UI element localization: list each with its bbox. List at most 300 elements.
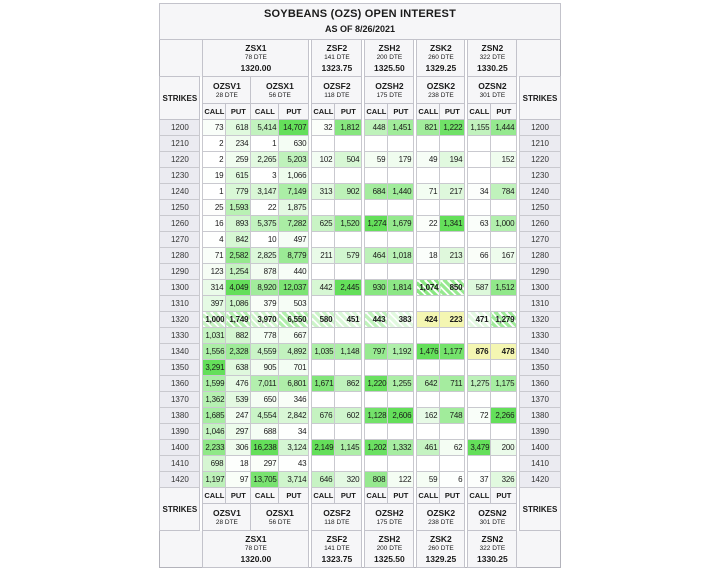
strike-cell: 1390	[520, 424, 560, 440]
strike-cell: 1350	[520, 360, 560, 376]
oi-cell	[335, 168, 362, 184]
oi-cell: 779	[226, 184, 251, 200]
strike-cell: 1370	[520, 392, 560, 408]
call-header: CALL	[312, 488, 335, 504]
oi-cell	[312, 296, 335, 312]
oi-row	[160, 392, 560, 408]
strike-cell: 1410	[160, 456, 200, 472]
strike-cell: 1240	[520, 184, 560, 200]
oi-cell	[365, 136, 388, 152]
oi-cell	[417, 424, 440, 440]
option-box-ozsk2-footer: OZSK2 238 DTE	[417, 504, 465, 531]
oi-cell: 1,202	[365, 440, 388, 456]
strike-cell: 1340	[520, 344, 560, 360]
oi-cell: 1,476	[417, 344, 440, 360]
oi-cell: 850	[440, 280, 465, 296]
oi-cell: 1,074	[417, 280, 440, 296]
option-box-ozsn2: OZSN2 301 DTE	[468, 77, 517, 104]
oi-cell: 461	[417, 440, 440, 456]
strike-cell: 1400	[520, 440, 560, 456]
oi-cell: 162	[417, 408, 440, 424]
strike-cell: 1280	[160, 248, 200, 264]
oi-cell	[365, 264, 388, 280]
oi-cell: 2,149	[312, 440, 335, 456]
oi-cell: 478	[491, 344, 517, 360]
oi-cell: 43	[279, 456, 309, 472]
oi-cell: 3	[251, 168, 279, 184]
oi-cell: 200	[491, 440, 517, 456]
oi-row	[160, 440, 560, 456]
oi-cell	[312, 136, 335, 152]
oi-cell: 34	[468, 184, 491, 200]
oi-cell	[388, 136, 414, 152]
put-header: PUT	[440, 488, 465, 504]
oi-cell: 448	[365, 120, 388, 136]
strike-cell: 1220	[160, 152, 200, 168]
strike-cell: 1280	[520, 248, 560, 264]
oi-cell	[468, 392, 491, 408]
futures-box-zsk2-footer: ZSK2 260 DTE 1329.25	[417, 531, 465, 568]
oi-cell: 905	[251, 360, 279, 376]
oi-cell: 1,444	[491, 120, 517, 136]
oi-cell: 123	[203, 264, 226, 280]
oi-cell: 587	[468, 280, 491, 296]
oi-cell: 930	[365, 280, 388, 296]
strikes-footer-right: STRIKES	[520, 488, 560, 531]
futures-box-zsf2: ZSF2 141 DTE 1323.75	[312, 40, 362, 77]
oi-cell: 297	[226, 424, 251, 440]
oi-cell: 1,066	[279, 168, 309, 184]
oi-cell: 18	[417, 248, 440, 264]
oi-cell	[440, 424, 465, 440]
oi-cell	[468, 264, 491, 280]
oi-cell	[491, 424, 517, 440]
page	[0, 3, 720, 564]
oi-cell: 1,220	[365, 376, 388, 392]
oi-cell: 1,679	[388, 216, 414, 232]
put-header: PUT	[388, 104, 414, 120]
oi-cell: 5,375	[251, 216, 279, 232]
call-header: CALL	[365, 488, 388, 504]
oi-cell: 748	[440, 408, 465, 424]
oi-cell	[491, 264, 517, 280]
oi-cell	[388, 328, 414, 344]
oi-cell: 471	[468, 312, 491, 328]
oi-cell: 6,801	[279, 376, 309, 392]
oi-cell: 1,254	[226, 264, 251, 280]
oi-cell: 1,197	[203, 472, 226, 488]
oi-cell: 13,705	[251, 472, 279, 488]
oi-cell: 4,554	[251, 408, 279, 424]
oi-cell: 22	[417, 216, 440, 232]
oi-cell: 684	[365, 184, 388, 200]
oi-cell: 778	[251, 328, 279, 344]
oi-cell	[312, 168, 335, 184]
oi-cell: 2	[203, 152, 226, 168]
put-header: PUT	[491, 488, 517, 504]
oi-cell: 667	[279, 328, 309, 344]
oi-cell	[312, 200, 335, 216]
oi-cell: 5,414	[251, 120, 279, 136]
oi-cell: 2,582	[226, 248, 251, 264]
oi-cell: 1,177	[440, 344, 465, 360]
oi-cell: 12,037	[279, 280, 309, 296]
oi-cell	[335, 456, 362, 472]
oi-cell: 72	[468, 408, 491, 424]
oi-cell	[312, 328, 335, 344]
oi-row	[160, 168, 560, 184]
oi-cell: 102	[312, 152, 335, 168]
oi-table-body	[160, 120, 560, 488]
strike-cell: 1310	[520, 296, 560, 312]
oi-cell: 650	[251, 392, 279, 408]
oi-cell: 1,275	[468, 376, 491, 392]
call-header: CALL	[251, 104, 279, 120]
oi-cell: 1,031	[203, 328, 226, 344]
oi-cell: 646	[312, 472, 335, 488]
oi-cell	[335, 264, 362, 280]
oi-cell: 73	[203, 120, 226, 136]
oi-cell	[335, 296, 362, 312]
oi-cell	[335, 424, 362, 440]
oi-cell: 615	[226, 168, 251, 184]
oi-cell: 1,520	[335, 216, 362, 232]
oi-cell: 1,440	[388, 184, 414, 200]
strike-cell: 1330	[520, 328, 560, 344]
oi-cell: 1,000	[203, 312, 226, 328]
oi-cell	[491, 168, 517, 184]
oi-cell: 7,282	[279, 216, 309, 232]
oi-cell: 1,599	[203, 376, 226, 392]
strike-cell: 1320	[520, 312, 560, 328]
oi-cell	[365, 232, 388, 248]
oi-cell: 62	[440, 440, 465, 456]
oi-cell: 440	[279, 264, 309, 280]
oi-cell: 4,892	[279, 344, 309, 360]
oi-row	[160, 472, 560, 488]
oi-cell	[440, 360, 465, 376]
oi-cell: 1,155	[468, 120, 491, 136]
oi-cell	[417, 136, 440, 152]
oi-cell	[491, 136, 517, 152]
oi-cell: 1,671	[312, 376, 335, 392]
strike-cell: 1290	[520, 264, 560, 280]
option-box-ozsv1: OZSV1 28 DTE	[203, 77, 251, 104]
oi-cell	[388, 424, 414, 440]
oi-row	[160, 136, 560, 152]
oi-cell	[335, 136, 362, 152]
oi-cell: 2,265	[251, 152, 279, 168]
put-header: PUT	[335, 488, 362, 504]
oi-cell	[468, 328, 491, 344]
oi-cell	[440, 456, 465, 472]
oi-cell	[365, 200, 388, 216]
strike-cell: 1400	[160, 440, 200, 456]
oi-cell: 217	[440, 184, 465, 200]
put-header: PUT	[388, 488, 414, 504]
option-box-ozsv1-footer: OZSV1 28 DTE	[203, 504, 251, 531]
oi-cell: 1,512	[491, 280, 517, 296]
call-header: CALL	[203, 104, 226, 120]
oi-cell	[365, 168, 388, 184]
oi-cell: 503	[279, 296, 309, 312]
oi-cell: 451	[335, 312, 362, 328]
oi-cell: 71	[203, 248, 226, 264]
oi-cell	[491, 296, 517, 312]
call-header: CALL	[468, 488, 491, 504]
oi-cell	[365, 392, 388, 408]
put-header: PUT	[491, 104, 517, 120]
oi-cell: 1,812	[335, 120, 362, 136]
oi-cell: 122	[388, 472, 414, 488]
oi-cell: 6,550	[279, 312, 309, 328]
oi-cell	[388, 296, 414, 312]
oi-cell: 18	[226, 456, 251, 472]
oi-cell: 1,035	[312, 344, 335, 360]
oi-cell	[417, 328, 440, 344]
oi-cell: 1,000	[491, 216, 517, 232]
oi-cell	[312, 456, 335, 472]
oi-cell: 821	[417, 120, 440, 136]
oi-cell	[335, 392, 362, 408]
option-box-ozsh2: OZSH2 175 DTE	[365, 77, 414, 104]
oi-cell: 152	[491, 152, 517, 168]
oi-row	[160, 200, 560, 216]
futures-footer-row	[160, 531, 560, 568]
oi-cell: 213	[440, 248, 465, 264]
strike-cell: 1340	[160, 344, 200, 360]
strike-cell: 1320	[160, 312, 200, 328]
oi-cell	[312, 392, 335, 408]
put-header: PUT	[226, 488, 251, 504]
oi-row	[160, 120, 560, 136]
oi-cell: 19	[203, 168, 226, 184]
oi-cell	[440, 392, 465, 408]
oi-cell: 306	[226, 440, 251, 456]
futures-box-zsh2-footer: ZSH2 200 DTE 1325.50	[365, 531, 414, 568]
oi-cell: 63	[468, 216, 491, 232]
oi-cell	[468, 136, 491, 152]
oi-cell	[312, 232, 335, 248]
oi-cell	[491, 360, 517, 376]
oi-cell: 2,445	[335, 280, 362, 296]
oi-cell: 383	[388, 312, 414, 328]
strike-cell: 1350	[160, 360, 200, 376]
oi-cell	[440, 232, 465, 248]
oi-cell	[468, 200, 491, 216]
strike-cell: 1260	[160, 216, 200, 232]
option-box-ozsn2-footer: OZSN2 301 DTE	[468, 504, 517, 531]
oi-cell: 3,479	[468, 440, 491, 456]
oi-cell	[388, 456, 414, 472]
oi-cell: 1	[203, 184, 226, 200]
oi-cell: 4,559	[251, 344, 279, 360]
strike-cell: 1360	[520, 376, 560, 392]
strike-cell: 1210	[520, 136, 560, 152]
oi-cell: 16	[203, 216, 226, 232]
oi-cell: 808	[365, 472, 388, 488]
oi-cell	[365, 456, 388, 472]
put-header: PUT	[279, 104, 309, 120]
oi-cell	[440, 136, 465, 152]
call-header: CALL	[365, 104, 388, 120]
oi-cell: 1,451	[388, 120, 414, 136]
call-header: CALL	[312, 104, 335, 120]
oi-cell: 1,046	[203, 424, 226, 440]
option-box-ozsf2-footer: OZSF2 118 DTE	[312, 504, 362, 531]
oi-cell: 876	[468, 344, 491, 360]
oi-cell: 1,341	[440, 216, 465, 232]
oi-cell: 630	[279, 136, 309, 152]
strikes-header-left: STRIKES	[160, 77, 200, 120]
strike-cell: 1270	[160, 232, 200, 248]
oi-cell	[468, 168, 491, 184]
oi-cell: 3,124	[279, 440, 309, 456]
strike-cell: 1290	[160, 264, 200, 280]
oi-cell: 3,970	[251, 312, 279, 328]
oi-cell: 1,556	[203, 344, 226, 360]
oi-cell: 211	[312, 248, 335, 264]
oi-cell: 3,714	[279, 472, 309, 488]
oi-cell: 497	[279, 232, 309, 248]
futures-box-zsx1: ZSX1 78 DTE 1320.00	[203, 40, 309, 77]
oi-cell: 1,255	[388, 376, 414, 392]
oi-row	[160, 296, 560, 312]
put-header: PUT	[279, 488, 309, 504]
oi-cell	[365, 328, 388, 344]
oi-cell: 902	[335, 184, 362, 200]
call-header: CALL	[251, 488, 279, 504]
strike-cell: 1410	[520, 456, 560, 472]
oi-cell: 1,685	[203, 408, 226, 424]
oi-row	[160, 264, 560, 280]
oi-cell: 2,606	[388, 408, 414, 424]
oi-cell: 32	[312, 120, 335, 136]
call-put-footer-row	[160, 488, 560, 504]
option-box-ozsf2: OZSF2 118 DTE	[312, 77, 362, 104]
oi-cell	[440, 264, 465, 280]
call-put-header-row	[160, 104, 560, 120]
oi-cell	[365, 296, 388, 312]
oi-cell: 862	[335, 376, 362, 392]
strike-cell: 1270	[520, 232, 560, 248]
futures-box-zsn2: ZSN2 322 DTE 1330.25	[468, 40, 517, 77]
oi-cell: 882	[226, 328, 251, 344]
oi-cell	[417, 168, 440, 184]
strike-cell: 1200	[160, 120, 200, 136]
oi-row	[160, 184, 560, 200]
oi-row	[160, 360, 560, 376]
oi-cell	[335, 200, 362, 216]
strike-cell: 1230	[160, 168, 200, 184]
oi-cell: 2	[203, 136, 226, 152]
oi-cell: 2,328	[226, 344, 251, 360]
option-box-ozsx1: OZSX1 56 DTE	[251, 77, 309, 104]
oi-cell: 464	[365, 248, 388, 264]
strike-cell: 1380	[160, 408, 200, 424]
oi-cell: 379	[251, 296, 279, 312]
oi-cell: 539	[226, 392, 251, 408]
oi-cell: 97	[226, 472, 251, 488]
strike-cell: 1370	[160, 392, 200, 408]
oi-cell: 878	[251, 264, 279, 280]
oi-cell	[491, 392, 517, 408]
oi-cell: 8,779	[279, 248, 309, 264]
oi-cell: 1,145	[335, 440, 362, 456]
strike-cell: 1220	[520, 152, 560, 168]
strike-cell: 1260	[520, 216, 560, 232]
strike-cell: 1360	[160, 376, 200, 392]
oi-cell: 442	[312, 280, 335, 296]
oi-cell	[491, 232, 517, 248]
oi-cell	[335, 360, 362, 376]
oi-cell: 1,192	[388, 344, 414, 360]
oi-cell: 16,238	[251, 440, 279, 456]
oi-cell	[491, 200, 517, 216]
oi-cell: 22	[251, 200, 279, 216]
strike-cell: 1210	[160, 136, 200, 152]
oi-cell	[468, 424, 491, 440]
oi-cell: 326	[491, 472, 517, 488]
oi-cell: 10	[251, 232, 279, 248]
futures-box-zsn2-footer: ZSN2 322 DTE 1330.25	[468, 531, 517, 568]
oi-cell	[468, 296, 491, 312]
call-header: CALL	[203, 488, 226, 504]
oi-cell	[417, 264, 440, 280]
oi-cell: 784	[491, 184, 517, 200]
oi-cell: 320	[335, 472, 362, 488]
oi-cell: 14,707	[279, 120, 309, 136]
oi-cell	[335, 328, 362, 344]
strike-cell: 1380	[520, 408, 560, 424]
oi-cell: 618	[226, 120, 251, 136]
oi-row	[160, 328, 560, 344]
oi-cell: 6	[440, 472, 465, 488]
oi-cell	[312, 424, 335, 440]
oi-cell: 476	[226, 376, 251, 392]
oi-cell: 1,593	[226, 200, 251, 216]
oi-cell	[468, 232, 491, 248]
strike-cell: 1250	[160, 200, 200, 216]
oi-cell	[440, 328, 465, 344]
oi-cell: 642	[417, 376, 440, 392]
call-header: CALL	[468, 104, 491, 120]
oi-cell: 638	[226, 360, 251, 376]
oi-cell: 797	[365, 344, 388, 360]
oi-cell	[388, 392, 414, 408]
strike-cell: 1300	[160, 280, 200, 296]
oi-cell: 34	[279, 424, 309, 440]
oi-cell: 2,825	[251, 248, 279, 264]
call-header: CALL	[417, 104, 440, 120]
oi-cell: 1,175	[491, 376, 517, 392]
oi-cell: 1,274	[365, 216, 388, 232]
strike-cell: 1250	[520, 200, 560, 216]
oi-cell	[335, 232, 362, 248]
oi-cell	[365, 424, 388, 440]
oi-cell	[388, 264, 414, 280]
oi-cell: 234	[226, 136, 251, 152]
title-row	[160, 4, 560, 40]
oi-cell	[440, 168, 465, 184]
oi-cell: 1,128	[365, 408, 388, 424]
oi-cell: 1,362	[203, 392, 226, 408]
oi-row	[160, 456, 560, 472]
strikes-header-right: STRIKES	[520, 77, 560, 120]
oi-row	[160, 280, 560, 296]
oi-cell	[312, 264, 335, 280]
oi-cell: 8,920	[251, 280, 279, 296]
